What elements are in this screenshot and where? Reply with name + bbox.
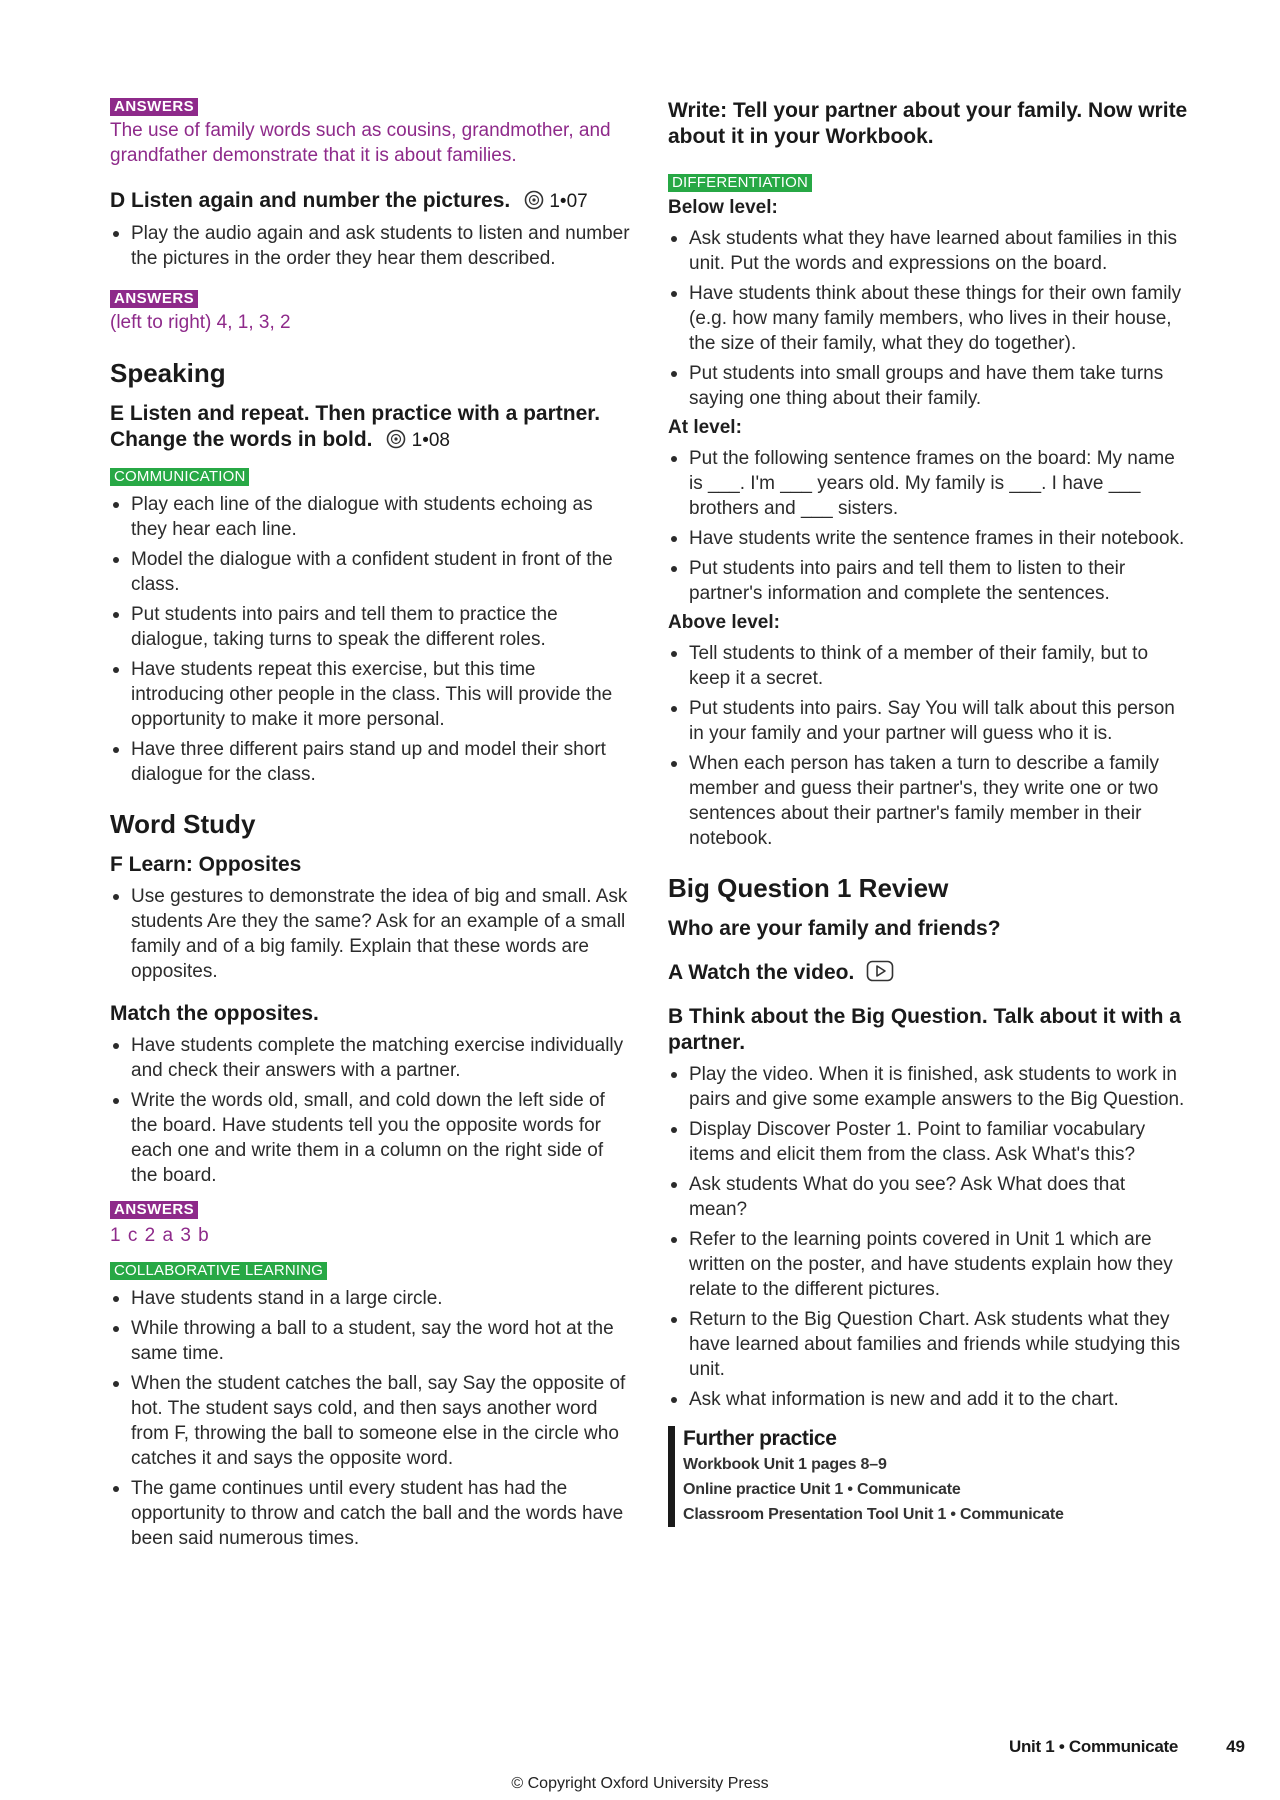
list-item: Use gestures to demonstrate the idea of big and small. Ask students Are they the same? Ask for an example of a small family and of a big family. Explain that these words are opposites. [110,884,630,984]
list-item: Ask what information is new and add it to the chart. [668,1387,1188,1412]
review-list [668,1062,1188,1412]
above-level-label: Above level: [668,612,780,633]
list-item: Put the following sentence frames on the board: My name is ___. I'm ___ years old. My family is ___. I have ___ brothers and ___ sisters. [668,446,1188,521]
write-heading: Write: Tell your partner about your family. Now write about it in your Workbook. [668,99,1188,148]
list-item: Have students stand in a large circle. [110,1286,630,1311]
further-practice-title: Further practice [683,1427,837,1450]
word-study-list [110,884,630,984]
list-item: Have students repeat this exercise, but this time introducing other people in the class. This will provide the opportunity to make it more personal. [110,657,630,732]
list-item: Display Discover Poster 1. Point to familiar vocabulary items and elicit them from the class. Ask What's this? [668,1117,1188,1167]
section-d-heading: D Listen again and number the pictures. 1•07 [110,189,588,212]
below-level-list [668,226,1188,411]
audio-track[interactable]: 1•08 [386,430,450,451]
list-item: Put students into pairs and tell them to listen to their partner's information and complete the sentences. [668,556,1188,606]
at-level-label: At level: [668,417,742,438]
list-item: Put students into pairs. Say You will talk about this person in your family and your partner will guess who it is. [668,696,1188,746]
list-item: Ask students what they have learned about families in this unit. Put the words and expressions on the board. [668,226,1188,276]
communication-tag: COMMUNICATION [110,468,249,486]
list-item: Write the words old, small, and cold down the left side of the board. Have students tell you the opposite words for each one and write them in a column on the right side of the board. [110,1088,630,1188]
audio-cd-icon [386,429,406,449]
answers-tag: ANSWERS [110,1201,198,1219]
answers-text: 1 c 2 a 3 b [110,1225,210,1246]
match-heading: Match the opposites. [110,1002,319,1025]
workbook-link[interactable]: Workbook Unit 1 pages 8–9 [683,1456,887,1473]
answers-tag: ANSWERS [110,98,198,116]
further-practice-box [668,1426,1188,1527]
audio-cd-icon [524,190,544,210]
big-question: Who are your family and friends? [668,917,1001,940]
left-column [110,98,630,1556]
list-item: Put students into pairs and tell them to practice the dialogue, taking turns to speak the different roles. [110,602,630,652]
copyright: © Copyright Oxford University Press [511,1775,769,1792]
match-list [110,1033,630,1188]
list-item: Tell students to think of a member of their family, but to keep it a secret. [668,641,1188,691]
list-item: Play the audio again and ask students to listen and number the pictures in the order they hear them described. [110,221,630,271]
list-item: Put students into small groups and have them take turns saying one thing about their family. [668,361,1188,411]
list-item: Have students think about these things for their own family (e.g. how many family members, who lives in their house, the size of their family, what they do together). [668,281,1188,356]
list-item: Model the dialogue with a confident student in front of the class. [110,547,630,597]
audio-track[interactable]: 1•07 [524,191,588,212]
list-item: Have students write the sentence frames in their notebook. [668,526,1188,551]
page-number: 49 [1226,1737,1245,1756]
section-e-heading: E Listen and repeat. Then practice with a partner. Change the words in bold. 1•08 [110,402,601,451]
speaking-list [110,492,630,787]
differentiation-tag: DIFFERENTIATION [668,174,812,192]
at-level-list [668,446,1188,606]
list-item: Return to the Big Question Chart. Ask students what they have learned about families and friends while studying this unit. [668,1307,1188,1382]
list-item: When the student catches the ball, say Say the opposite of hot. The student says cold, and then says another word from F, throwing the ball to someone else in the circle who catches it and says the opposite word. [110,1371,630,1471]
list-item: Have students complete the matching exercise individually and check their answers with a partner. [110,1033,630,1083]
list-item: Play the video. When it is finished, ask students to work in pairs and give some example answers to the Big Question. [668,1062,1188,1112]
section-f-heading: F Learn: Opposites [110,853,302,876]
list-item: Play each line of the dialogue with students echoing as they hear each line. [110,492,630,542]
video-play-icon[interactable] [866,960,894,986]
collaborative-list [110,1286,630,1551]
collaborative-learning-tag: COLLABORATIVE LEARNING [110,1262,327,1280]
list-item: Ask students What do you see? Ask What does that mean? [668,1172,1188,1222]
above-level-list [668,641,1188,851]
list-item: When each person has taken a turn to describe a family member and guess their partner's, they write one or two sentences about their partner's family member in their notebook. [668,751,1188,851]
section-a-heading: A Watch the video. [668,960,1188,986]
list-item: Have three different pairs stand up and model their short dialogue for the class. [110,737,630,787]
online-practice-link[interactable]: Online practice Unit 1 • Communicate [683,1481,961,1498]
answers-tag: ANSWERS [110,290,198,308]
below-level-label: Below level: [668,197,778,218]
footer-unit-label: Unit 1 • Communicate [1008,1737,1178,1756]
answers-text: The use of family words such as cousins, grandmother, and grandfather demonstrate that it is about families. [110,120,611,166]
speaking-title: Speaking [110,358,226,388]
list-item: The game continues until every student has had the opportunity to throw and catch the ball and the words have been said numerous times. [110,1476,630,1551]
answers-text: (left to right) 4, 1, 3, 2 [110,312,291,333]
list-item: While throwing a ball to a student, say the word hot at the same time. [110,1316,630,1366]
review-title: Big Question 1 Review [668,873,949,903]
section-d-list [110,221,630,271]
presentation-tool-link[interactable]: Classroom Presentation Tool Unit 1 • Communicate [683,1506,1064,1523]
right-column [668,98,1188,1527]
section-b-heading: B Think about the Big Question. Talk about it with a partner. [668,1005,1181,1054]
word-study-title: Word Study [110,809,256,839]
list-item: Refer to the learning points covered in Unit 1 which are written on the poster, and have students explain how they relate to the different pictures. [668,1227,1188,1302]
